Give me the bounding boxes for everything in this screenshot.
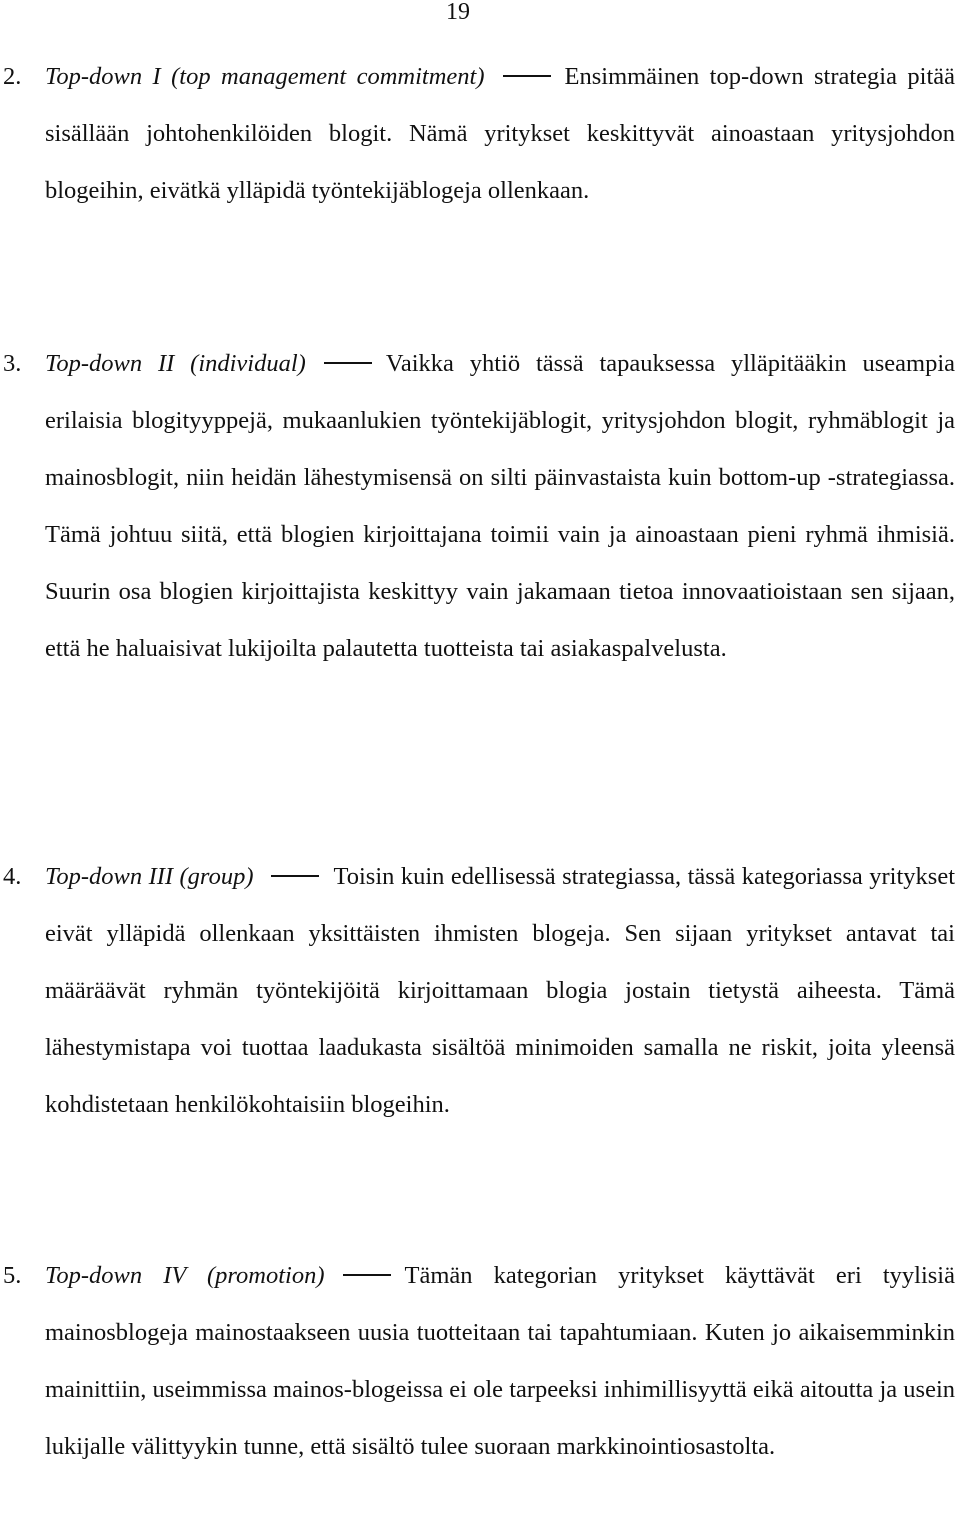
em-dash: [343, 1274, 391, 1276]
item-text: Ensimmäinen top-down strategia pitää sisällään johtohenkilöiden blogit. Nämä yritykset keskittyvät ainoastaan yritysjohdon blogeihin, eivätkä ylläpidä työntekijäblogeja ollenkaan.: [45, 63, 955, 204]
item-text: Toisin kuin edellisessä strategiassa, tässä kategoriassa yritykset eivät ylläpidä ollenkaan yksittäisten ihmisten blogeja. Sen sijaan yritykset antavat tai määräävät ryhmän työntekijöitä kirjoittamaan blogia jostain tietystä aiheesta. Tämä lähestymistapa voi tuottaa laadukasta sisältöä minimoiden samalla ne riskit, joita yleensä kohdistetaan henkilökohtaisiin blogeihin.: [45, 863, 955, 1118]
list-item-3: [3, 335, 955, 677]
list-item-4: [3, 848, 955, 1133]
page-number: 19: [446, 0, 470, 25]
list-item-2: [3, 48, 955, 219]
em-dash: [503, 75, 551, 77]
item-title: Top-down III (group): [45, 863, 254, 890]
item-title: Top-down IV (promotion): [45, 1262, 325, 1289]
item-number: 4.: [3, 863, 22, 890]
item-number: 5.: [3, 1262, 22, 1289]
item-title: Top-down I (top management commitment): [45, 63, 485, 90]
item-title: Top-down II (individual): [45, 350, 306, 377]
em-dash: [324, 362, 372, 364]
item-number: 2.: [3, 63, 22, 90]
item-number: 3.: [3, 350, 22, 377]
em-dash: [271, 875, 319, 877]
item-text: Tämän kategorian yritykset käyttävät eri tyylisiä mainosblogeja mainostaakseen uusia tuotteitaan tai tapahtumiaan. Kuten jo aikaisemminkin mainittiin, useimmissa mainos-blogeissa ei ole tarpeeksi inhimillisyyttä eikä aitoutta ja usein lukijalle välittyykin tunne, että sisältö tulee suoraan markkinointiosastolta.: [45, 1262, 955, 1460]
item-text: Vaikka yhtiö tässä tapauksessa ylläpitääkin useampia erilaisia blogityyppejä, mukaanlukien työntekijäblogit, yritysjohdon blogit, ryhmäblogit ja mainosblogit, niin heidän lähestymisensä on silti päinvastaista kuin bottom-up -strategiassa. Tämä johtuu siitä, että blogien kirjoittajana toimii vain ja ainoastaan pieni ryhmä ihmisiä. Suurin osa blogien kirjoittajista keskittyy vain jakamaan tietoa innovaatioistaan sen sijaan, että he haluaisivat lukijoilta palautetta tuotteista tai asiakaspalvelusta.: [45, 350, 955, 662]
list-item-5: [3, 1247, 955, 1475]
